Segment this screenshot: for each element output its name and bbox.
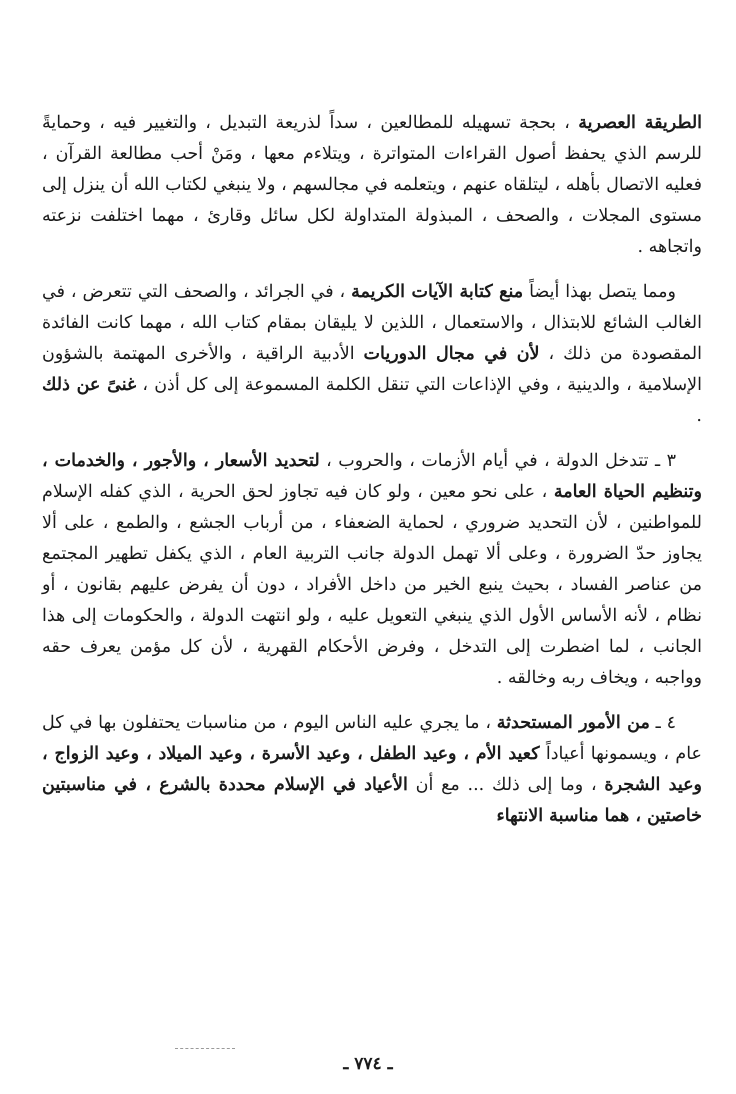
text-run: ، بحجة تسهيله للمطالعين ، سداً لذريعة التبديل ، والتغيير فيه ، وحمايةً للرسم الذي يحفظ أصول القراءات المتواترة ، ويتلاءم معها ، ومَنْ أحب مطالعة القرآن ، فعليه الاتصال بأهله ، ليتلقاه عنهم ، ويتعلمه في مجالسهم ، ولا ينبغي لكتاب الله أن ينزل إلى مستوى المجلات ، والصحف ، المبذولة المتداولة لكل سائل وقارئ ، مهما اختلفت نزعته واتجاهه . bbox=[42, 113, 702, 257]
bold-phrase: لتحديد الأسعار ، والأجور ، والخدمات ، وتنظيم الحياة العامة bbox=[42, 451, 702, 502]
paragraph-3 bbox=[42, 446, 702, 694]
paragraph-2 bbox=[42, 277, 702, 432]
page-number: ـ ٧٧٤ ـ bbox=[343, 1054, 393, 1074]
text-run: ، ما يجري عليه الناس اليوم ، من مناسبات يحتفلون بها في كل عام ، ويسمونها أعياداً bbox=[42, 713, 702, 764]
text-run: ٣ ـ تتدخل الدولة ، في أيام الأزمات ، والحروب ، bbox=[319, 451, 676, 471]
text-run: ، في الجرائد ، والصحف التي تتعرض ، في الغالب الشائع للابتذال ، والاستعمال ، اللذين لا يليقان بمقام كتاب الله ، مهما كانت الفائدة المقصودة من ذلك ، bbox=[42, 282, 702, 364]
text-run: . bbox=[696, 406, 702, 426]
text-run: ، وما إلى ذلك ... مع أن bbox=[407, 775, 605, 795]
text-run: ومما يتصل بهذا أيضاً bbox=[523, 282, 676, 302]
paragraph-4 bbox=[42, 708, 702, 832]
bold-phrase: الأعياد في الإسلام محددة بالشرع ، في مناسبتين خاصتين ، هما مناسبة الانتهاء bbox=[42, 775, 702, 826]
paragraph-1 bbox=[42, 108, 702, 263]
footer-divider bbox=[175, 1048, 235, 1049]
bold-phrase: لأن في مجال الدوريات bbox=[363, 344, 540, 364]
text-run: ٤ ـ bbox=[649, 713, 676, 733]
bold-phrase: منع كتابة الآيات الكريمة bbox=[351, 282, 524, 302]
bold-phrase: كعيد الأم ، وعيد الطفل ، وعيد الأسرة ، وعيد الميلاد ، وعيد الزواج ، وعيد الشجرة bbox=[42, 744, 702, 795]
bold-phrase: الطريقة العصرية bbox=[578, 113, 703, 133]
text-run: ، على نحو معين ، ولو كان فيه تجاوز لحق الحرية ، الذي كفله الإسلام للمواطنين ، لأن التحديد ضروري ، لحماية الضعفاء ، من أرباب الجشع ، والطمع ، على ألا يجاوز حدّ الضرورة ، وعلى ألا تهمل الدولة جانب التربية العام ، الذي يكفل تطهير المجتمع من عناصر الفساد ، بحيث ينبع الخير من داخل الأفراد ، دون أن يفرض عليهم بقانون ، أو نظام ، لأنه الأساس الأول الذي ينبغي التعويل عليه ، ولو انتهت الدولة ، والحكومات إلى هذا الجانب ، لما اضطرت إلى التدخل ، وفرض الأحكام القهرية ، لأن كل مؤمن يعرف حقه وواجبه ، ويخاف ربه وخالقه . bbox=[42, 482, 702, 688]
page-body bbox=[42, 108, 702, 846]
text-run: الأدبية الراقية ، والأخرى المهتمة بالشؤون الإسلامية ، والدينية ، وفي الإذاعات التي تنقل الكلمة المسموعة إلى كل أذن ، bbox=[42, 344, 702, 395]
bold-phrase: غنىً عن ذلك bbox=[42, 375, 137, 395]
bold-phrase: من الأمور المستحدثة bbox=[496, 713, 650, 733]
